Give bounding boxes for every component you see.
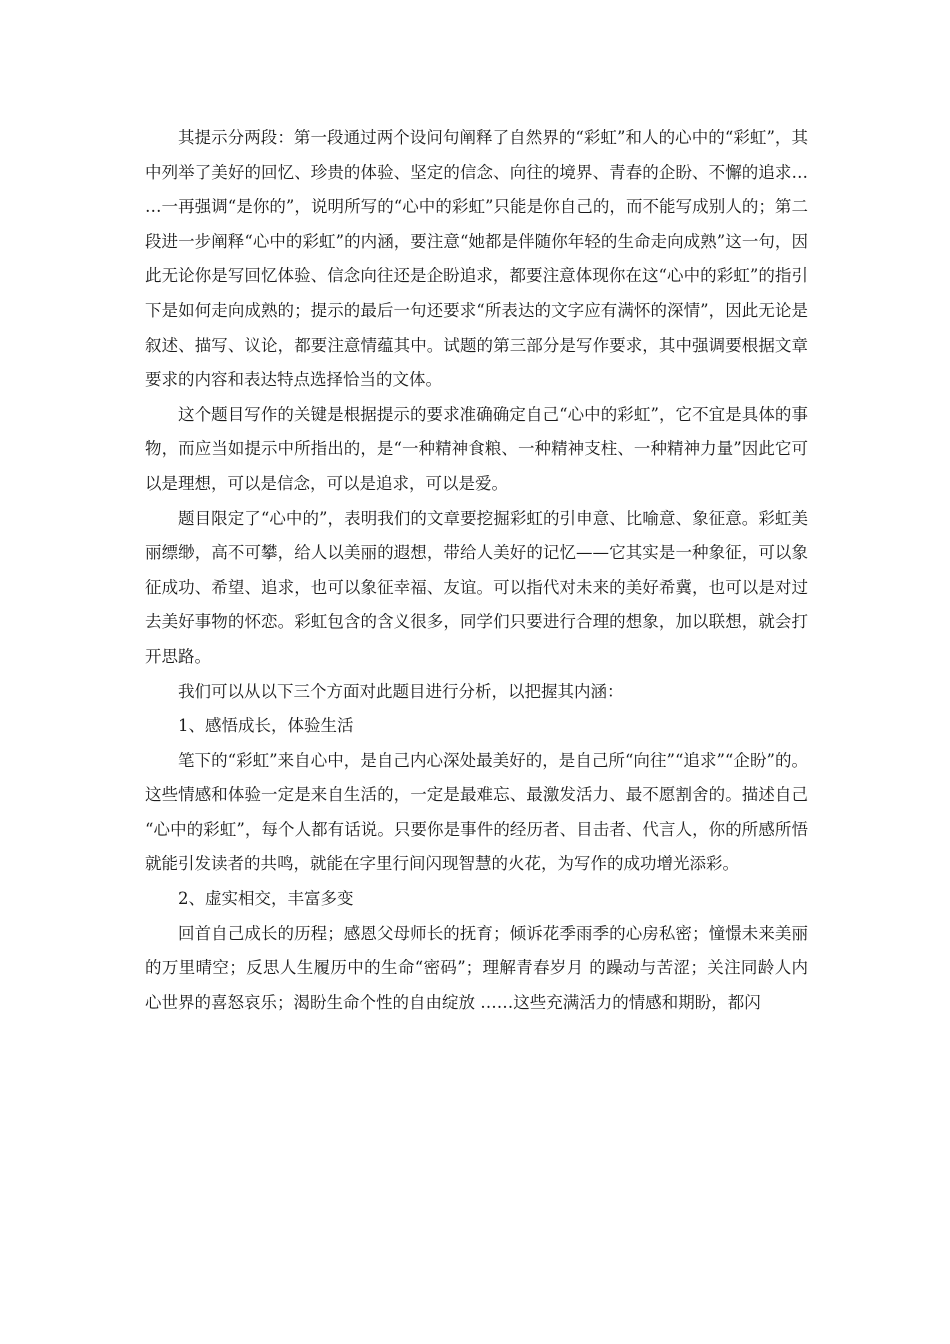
section-heading-1: 1、感悟成长，体验生活 [178, 716, 354, 736]
paragraph-writing-key: 这个题目写作的关键是根据提示的要求准确确定自己“心中的彩虹”，它不宜是具体的事物，而应当如提示中所指出的，是“一种精神食粮、一种精神支柱、一种精神力量”因此它可以是理想，可以是信念，可以是追求，可以是爱。 [145, 404, 808, 493]
paragraph-section-1-body: 笔下的“彩虹”来自心中，是自己内心深处最美好的，是自己所“向往”“追求”“企盼”的。这些情感和体验一定是来自生活的，一定是最难忘、最激发活力、最不愿割舍的。描述自己“心中的彩虹”，每个人都有话说。只要你是事件的经历者、目击者、代言人，你的所感所悟就能引发读者的共鸣，就能在字里行间闪现智慧的火花，为写作的成功增光添彩。 [145, 750, 808, 874]
document-page [145, 121, 808, 1020]
paragraph-three-aspects-intro: 我们可以从以下三个方面对此题目进行分析，以把握其内涵： [178, 681, 624, 701]
paragraph-rainbow-symbolism: 题目限定了“心中的”，表明我们的文章要挖掘彩虹的引申意、比喻意、象征意。彩虹美丽缥缈，高不可攀，给人以美丽的遐想，带给人美好的记忆——它其实是一种象征，可以象征成功、希望、追求，也可以象征幸福、友谊。可以指代对未来的美好希冀，也可以是对过去美好事物的怀恋。彩虹包含的含义很多，同学们只要进行合理的想象，加以联想，就会打开思路。 [145, 508, 808, 666]
paragraph-section-2-body: 回首自己成长的历程；感恩父母师长的抚育；倾诉花季雨季的心房私密；憧憬未来美丽的万里晴空；反思人生履历中的生命“密码”；理解青春岁月 的躁动与苦涩；关注同龄人内心世界的喜怒哀乐；渴盼生命个性的自由绽放 ……这些充满活力的情感和期盼，都闪 [145, 923, 808, 1012]
section-heading-2: 2、虚实相交，丰富多变 [178, 889, 354, 909]
paragraph-prompt-analysis: 其提示分两段：第一段通过两个设问句阐释了自然界的“彩虹”和人的心中的“彩虹”，其中列举了美好的回忆、珍贵的体验、坚定的信念、向往的境界、青春的企盼、不懈的追求……一再强调“是你的”，说明所写的“心中的彩虹”只能是你自己的，而不能写成别人的；第二段进一步阐释“心中的彩虹”的内涵，要注意“她都是伴随你年轻的生命走向成熟”这一句，因此无论你是写回忆体验、信念向往还是企盼追求，都要注意体现你在这“心中的彩虹”的指引下是如何走向成熟的；提示的最后一句还要求“所表达的文字应有满怀的深情”，因此无论是叙述、描写、议论，都要注意情蕴其中。试题的第三部分是写作要求，其中强调要根据文章要求的内容和表达特点选择恰当的文体。 [145, 128, 808, 390]
